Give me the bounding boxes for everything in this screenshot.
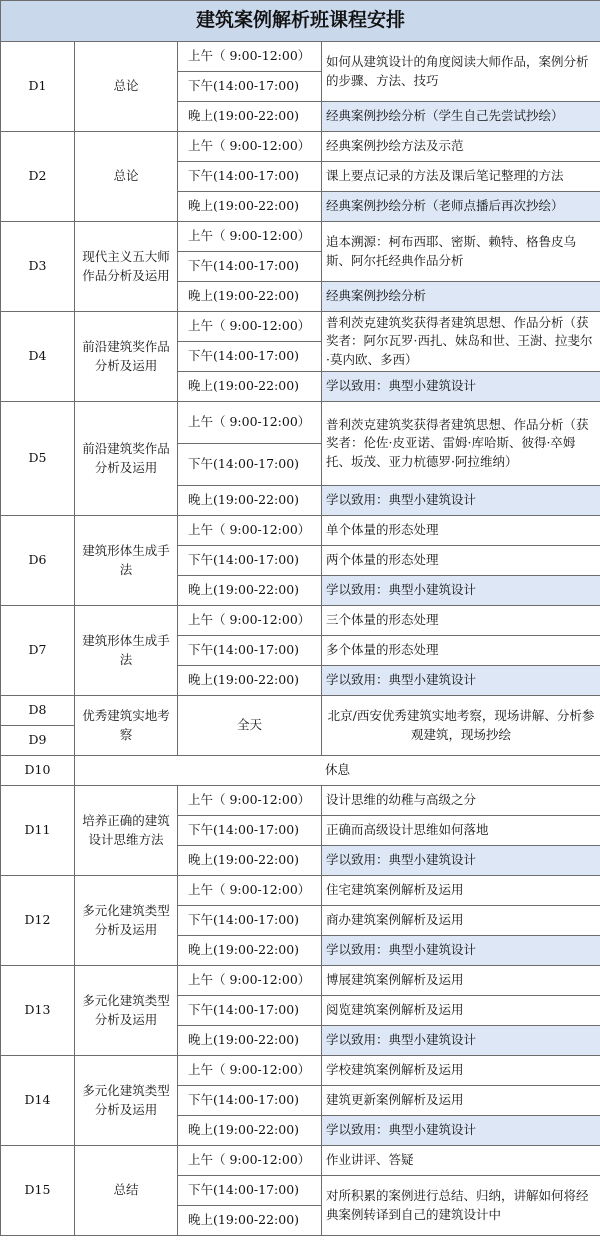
content-morning: 如何从建筑设计的角度阅读大师作品，案例分析的步骤、方法、技巧 bbox=[322, 42, 600, 102]
slot-evening: 晚上(19:00-22:00) bbox=[178, 1026, 322, 1056]
content-evening: 经典案例抄绘分析 bbox=[322, 282, 600, 312]
slot-evening: 晚上(19:00-22:00) bbox=[178, 1116, 322, 1146]
content-afternoon: 课上要点记录的方法及课后笔记整理的方法 bbox=[322, 162, 600, 192]
slot-morning: 上午（ 9:00-12:00） bbox=[178, 132, 322, 162]
content-evening: 学以致用：典型小建筑设计 bbox=[322, 372, 600, 402]
page-title: 建筑案例解析班课程安排 bbox=[1, 1, 600, 42]
content-morning: 追本溯源：柯布西耶、密斯、赖特、格鲁皮乌斯、阿尔托经典作品分析 bbox=[322, 222, 600, 282]
slot-afternoon: 下午(14:00-17:00) bbox=[178, 444, 322, 486]
day-label: D11 bbox=[1, 786, 75, 876]
content-morning: 设计思维的幼稚与高级之分 bbox=[322, 786, 600, 816]
day-label: D3 bbox=[1, 222, 75, 312]
topic-cell: 总结 bbox=[75, 1146, 178, 1236]
slot-afternoon: 下午(14:00-17:00) bbox=[178, 252, 322, 282]
topic-cell: 优秀建筑实地考察 bbox=[75, 696, 178, 756]
slot-morning: 上午（ 9:00-12:00） bbox=[178, 786, 322, 816]
slot-evening: 晚上(19:00-22:00) bbox=[178, 486, 322, 516]
content-afternoon: 正确而高级设计思维如何落地 bbox=[322, 816, 600, 846]
fieldtrip-content: 北京/西安优秀建筑实地考察，现场讲解、分析参观建筑，现场抄绘 bbox=[322, 696, 600, 756]
slot-evening: 晚上(19:00-22:00) bbox=[178, 1206, 322, 1236]
slot-evening: 晚上(19:00-22:00) bbox=[178, 936, 322, 966]
content-evening: 学以致用：典型小建筑设计 bbox=[322, 846, 600, 876]
content-afternoon: 两个体量的形态处理 bbox=[322, 546, 600, 576]
content-afternoon: 建筑更新案例解析及运用 bbox=[322, 1086, 600, 1116]
topic-cell: 前沿建筑奖作品分析及运用 bbox=[75, 402, 178, 516]
day-label: D5 bbox=[1, 402, 75, 516]
slot-afternoon: 下午(14:00-17:00) bbox=[178, 816, 322, 846]
content-evening: 经典案例抄绘分析（老师点播后再次抄绘） bbox=[322, 192, 600, 222]
slot-evening: 晚上(19:00-22:00) bbox=[178, 576, 322, 606]
content-afternoon: 阅览建筑案例解析及运用 bbox=[322, 996, 600, 1026]
day-label: D8 bbox=[1, 696, 75, 726]
slot-morning: 上午（ 9:00-12:00） bbox=[178, 222, 322, 252]
slot-afternoon: 下午(14:00-17:00) bbox=[178, 342, 322, 372]
topic-cell: 建筑形体生成手法 bbox=[75, 606, 178, 696]
rest-content: 休息 bbox=[75, 756, 600, 786]
topic-cell: 多元化建筑类型分析及运用 bbox=[75, 876, 178, 966]
day-label: D1 bbox=[1, 42, 75, 132]
content-evening: 学以致用：典型小建筑设计 bbox=[322, 1026, 600, 1056]
slot-evening: 晚上(19:00-22:00) bbox=[178, 846, 322, 876]
content-afternoon: 商办建筑案例解析及运用 bbox=[322, 906, 600, 936]
content-morning: 三个体量的形态处理 bbox=[322, 606, 600, 636]
content-evening: 学以致用：典型小建筑设计 bbox=[322, 576, 600, 606]
content-evening: 学以致用：典型小建筑设计 bbox=[322, 666, 600, 696]
day-label: D14 bbox=[1, 1056, 75, 1146]
day-label: D9 bbox=[1, 726, 75, 756]
topic-cell: 前沿建筑奖作品分析及运用 bbox=[75, 312, 178, 402]
content-afternoon: 对所积累的案例进行总结、归纳，讲解如何将经典案例转译到自己的建筑设计中 bbox=[322, 1176, 600, 1236]
slot-morning: 上午（ 9:00-12:00） bbox=[178, 966, 322, 996]
slot-evening: 晚上(19:00-22:00) bbox=[178, 282, 322, 312]
slot-morning: 上午（ 9:00-12:00） bbox=[178, 42, 322, 72]
slot-evening: 晚上(19:00-22:00) bbox=[178, 372, 322, 402]
slot-morning: 上午（ 9:00-12:00） bbox=[178, 876, 322, 906]
slot-morning: 上午（ 9:00-12:00） bbox=[178, 1056, 322, 1086]
content-evening: 学以致用：典型小建筑设计 bbox=[322, 1116, 600, 1146]
slot-morning: 上午（ 9:00-12:00） bbox=[178, 516, 322, 546]
slot-morning: 上午（ 9:00-12:00） bbox=[178, 1146, 322, 1176]
day-label: D10 bbox=[1, 756, 75, 786]
slot-afternoon: 下午(14:00-17:00) bbox=[178, 162, 322, 192]
content-morning: 作业讲评、答疑 bbox=[322, 1146, 600, 1176]
slot-afternoon: 下午(14:00-17:00) bbox=[178, 546, 322, 576]
content-morning: 学校建筑案例解析及运用 bbox=[322, 1056, 600, 1086]
day-label: D4 bbox=[1, 312, 75, 402]
slot-evening: 晚上(19:00-22:00) bbox=[178, 102, 322, 132]
content-morning: 住宅建筑案例解析及运用 bbox=[322, 876, 600, 906]
slot-morning: 上午（ 9:00-12:00） bbox=[178, 312, 322, 342]
content-morning: 博展建筑案例解析及运用 bbox=[322, 966, 600, 996]
slot-afternoon: 下午(14:00-17:00) bbox=[178, 996, 322, 1026]
content-morning: 经典案例抄绘方法及示范 bbox=[322, 132, 600, 162]
slot-evening: 晚上(19:00-22:00) bbox=[178, 666, 322, 696]
topic-cell: 总论 bbox=[75, 42, 178, 132]
topic-cell: 培养正确的建筑设计思维方法 bbox=[75, 786, 178, 876]
day-label: D7 bbox=[1, 606, 75, 696]
topic-cell: 多元化建筑类型分析及运用 bbox=[75, 1056, 178, 1146]
content-evening: 学以致用：典型小建筑设计 bbox=[322, 936, 600, 966]
day-label: D2 bbox=[1, 132, 75, 222]
slot-afternoon: 下午(14:00-17:00) bbox=[178, 1086, 322, 1116]
slot-afternoon: 下午(14:00-17:00) bbox=[178, 72, 322, 102]
content-afternoon: 多个体量的形态处理 bbox=[322, 636, 600, 666]
day-label: D12 bbox=[1, 876, 75, 966]
day-label: D13 bbox=[1, 966, 75, 1056]
topic-cell: 现代主义五大师作品分析及运用 bbox=[75, 222, 178, 312]
slot-afternoon: 下午(14:00-17:00) bbox=[178, 1176, 322, 1206]
topic-cell: 多元化建筑类型分析及运用 bbox=[75, 966, 178, 1056]
content-morning: 普利茨克建筑奖获得者建筑思想、作品分析（获奖者：阿尔瓦罗·西扎、妹岛和世、王澍、拉斐尔·莫内欧、多西） bbox=[322, 312, 600, 372]
content-morning: 单个体量的形态处理 bbox=[322, 516, 600, 546]
content-evening: 学以致用：典型小建筑设计 bbox=[322, 486, 600, 516]
time-allday: 全天 bbox=[178, 696, 322, 756]
slot-morning: 上午（ 9:00-12:00） bbox=[178, 402, 322, 444]
topic-cell: 建筑形体生成手法 bbox=[75, 516, 178, 606]
day-label: D6 bbox=[1, 516, 75, 606]
slot-morning: 上午（ 9:00-12:00） bbox=[178, 606, 322, 636]
content-evening: 经典案例抄绘分析（学生自己先尝试抄绘） bbox=[322, 102, 600, 132]
content-morning: 普利茨克建筑奖获得者建筑思想、作品分析（获奖者：伦佐·皮亚诺、雷姆·库哈斯、彼得·卒姆托、坂茂、亚力杭德罗·阿拉维纳） bbox=[322, 402, 600, 486]
slot-evening: 晚上(19:00-22:00) bbox=[178, 192, 322, 222]
slot-afternoon: 下午(14:00-17:00) bbox=[178, 906, 322, 936]
topic-cell: 总论 bbox=[75, 132, 178, 222]
slot-afternoon: 下午(14:00-17:00) bbox=[178, 636, 322, 666]
day-label: D15 bbox=[1, 1146, 75, 1236]
